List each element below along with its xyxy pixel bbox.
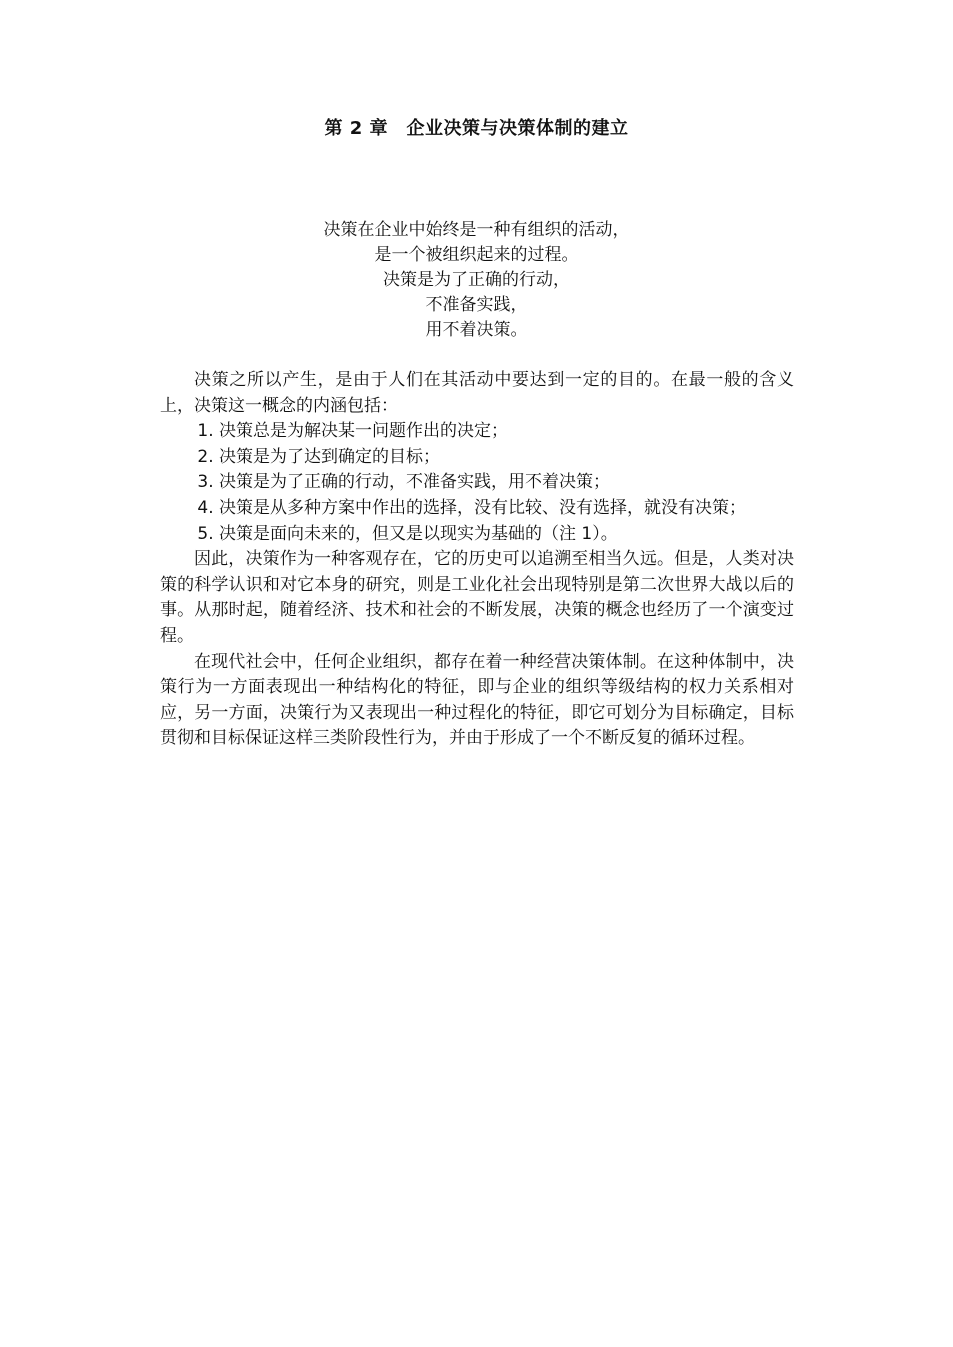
epigraph-line: 不准备实践， <box>425 295 528 315</box>
list-item: 3. 决策是为了正确的行动，不准备实践，用不着决策； <box>197 472 611 493</box>
chapter-title: 第 2 章 企业决策与决策体制的建立 <box>324 118 629 139</box>
list-item: 2. 决策是为了达到确定的目标； <box>197 446 441 467</box>
epigraph-line: 决策是为了正确的行动， <box>383 270 570 290</box>
epigraph-line: 决策在企业中始终是一种有组织的活动， <box>323 220 630 240</box>
body-text <box>160 368 794 752</box>
epigraph-line: 用不着决策。 <box>425 320 528 340</box>
epigraph-line: 是一个被组织起来的过程。 <box>374 245 579 265</box>
intro-paragraph: 决策之所以产生，是由于人们在其活动中要达到一定的目的。在最一般的含义上，决策这一概念的内涵包括： <box>160 370 794 416</box>
paragraph: 在现代社会中，任何企业组织，都存在着一种经营决策体制。在这种体制中，决策行为一方面表现出一种结构化的特征，即与企业的组织等级结构的权力关系相对应，另一方面，决策行为又表现出一种过程化的特征，即它可划分为目标确定，目标贯彻和目标保证这样三类阶段性行为，并由于形成了一个不断反复的循环过程。 <box>160 651 794 749</box>
list-item: 5. 决策是面向未来的，但又是以现实为基础的（注 1）。 <box>197 523 618 544</box>
paragraph: 因此，决策作为一种客观存在，它的历史可以追溯至相当久远。但是，人类对决策的科学认识和对它本身的研究，则是工业化社会出现特别是第二次世界大战以后的事。从那时起，随着经济、技术和社会的不断发展，决策的概念也经历了一个演变过程。 <box>160 549 794 646</box>
epigraph <box>0 218 953 343</box>
list-item: 4. 决策是从多种方案中作出的选择，没有比较、没有选择，就没有决策； <box>197 497 747 518</box>
list-item: 1. 决策总是为解决某一问题作出的决定； <box>197 421 509 442</box>
